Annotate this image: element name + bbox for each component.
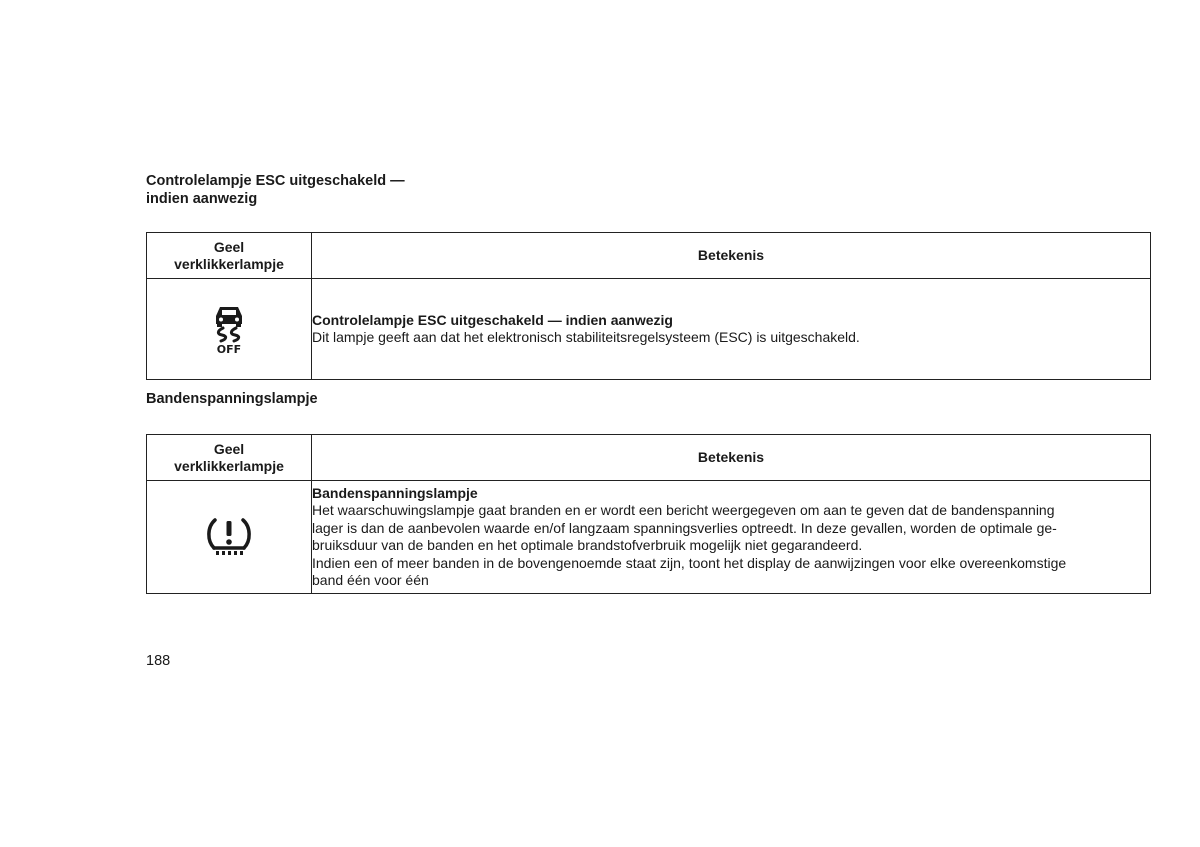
header-lamp-line: Geel [213, 440, 245, 457]
heading-line: Controlelampje ESC uitgeschakeld — [146, 173, 405, 189]
row-description-line: band één voor één [312, 572, 429, 588]
heading-line: indien aanwezig [146, 191, 258, 207]
icon-cell [147, 481, 312, 594]
header-lamp-line: Geel [213, 238, 245, 255]
row-description-line: Het waarschuwingslampje gaat branden en er wordt een bericht weergegeven om aan te geven dat de bandenspanning [312, 502, 1055, 518]
column-header-meaning: Betekenis [312, 435, 1151, 481]
esc-off-icon-label: OFF [216, 342, 242, 355]
row-title: Controlelampje ESC uitgeschakeld — indien aanwezig [312, 311, 673, 328]
header-lamp-line: verklikkerlampje [174, 457, 284, 474]
esc-off-icon [209, 301, 249, 355]
column-header-lamp [147, 233, 312, 279]
section-heading-esc [146, 172, 405, 208]
table-header-row [147, 233, 1151, 279]
header-lamp-line: verklikkerlampje [174, 255, 284, 272]
table-row [147, 481, 1151, 594]
section-heading-tpms: Bandenspanningslampje [146, 391, 318, 407]
table-header-row [147, 435, 1151, 481]
tpms-lamp-table [146, 434, 1151, 594]
esc-lamp-table [146, 232, 1151, 380]
column-header-meaning: Betekenis [312, 233, 1151, 279]
table-row [147, 279, 1151, 380]
row-title: Bandenspanningslampje [312, 484, 478, 501]
row-description-line: Indien een of meer banden in de bovengenoemde staat zijn, toont het display de aanwijzingen voor elke overeenkomstige [312, 554, 1067, 571]
row-description: Dit lampje geeft aan dat het elektronisch stabiliteitsregelsysteem (ESC) is uitgeschakeld. [312, 329, 860, 345]
row-description-line: bruiksduur van de banden en het optimale brandstofverbruik mogelijk niet gegarandeerd. [312, 537, 863, 553]
column-header-lamp [147, 435, 312, 481]
meaning-cell [312, 481, 1151, 594]
icon-cell [147, 279, 312, 380]
page-number: 188 [146, 653, 171, 669]
meaning-cell [312, 279, 1151, 380]
row-description-line: lager is dan de aanbevolen waarde en/of langzaam spanningsverlies optreedt. In deze gevallen, worden de optimale ge- [312, 519, 1057, 536]
tire-pressure-warning-icon [204, 515, 254, 557]
